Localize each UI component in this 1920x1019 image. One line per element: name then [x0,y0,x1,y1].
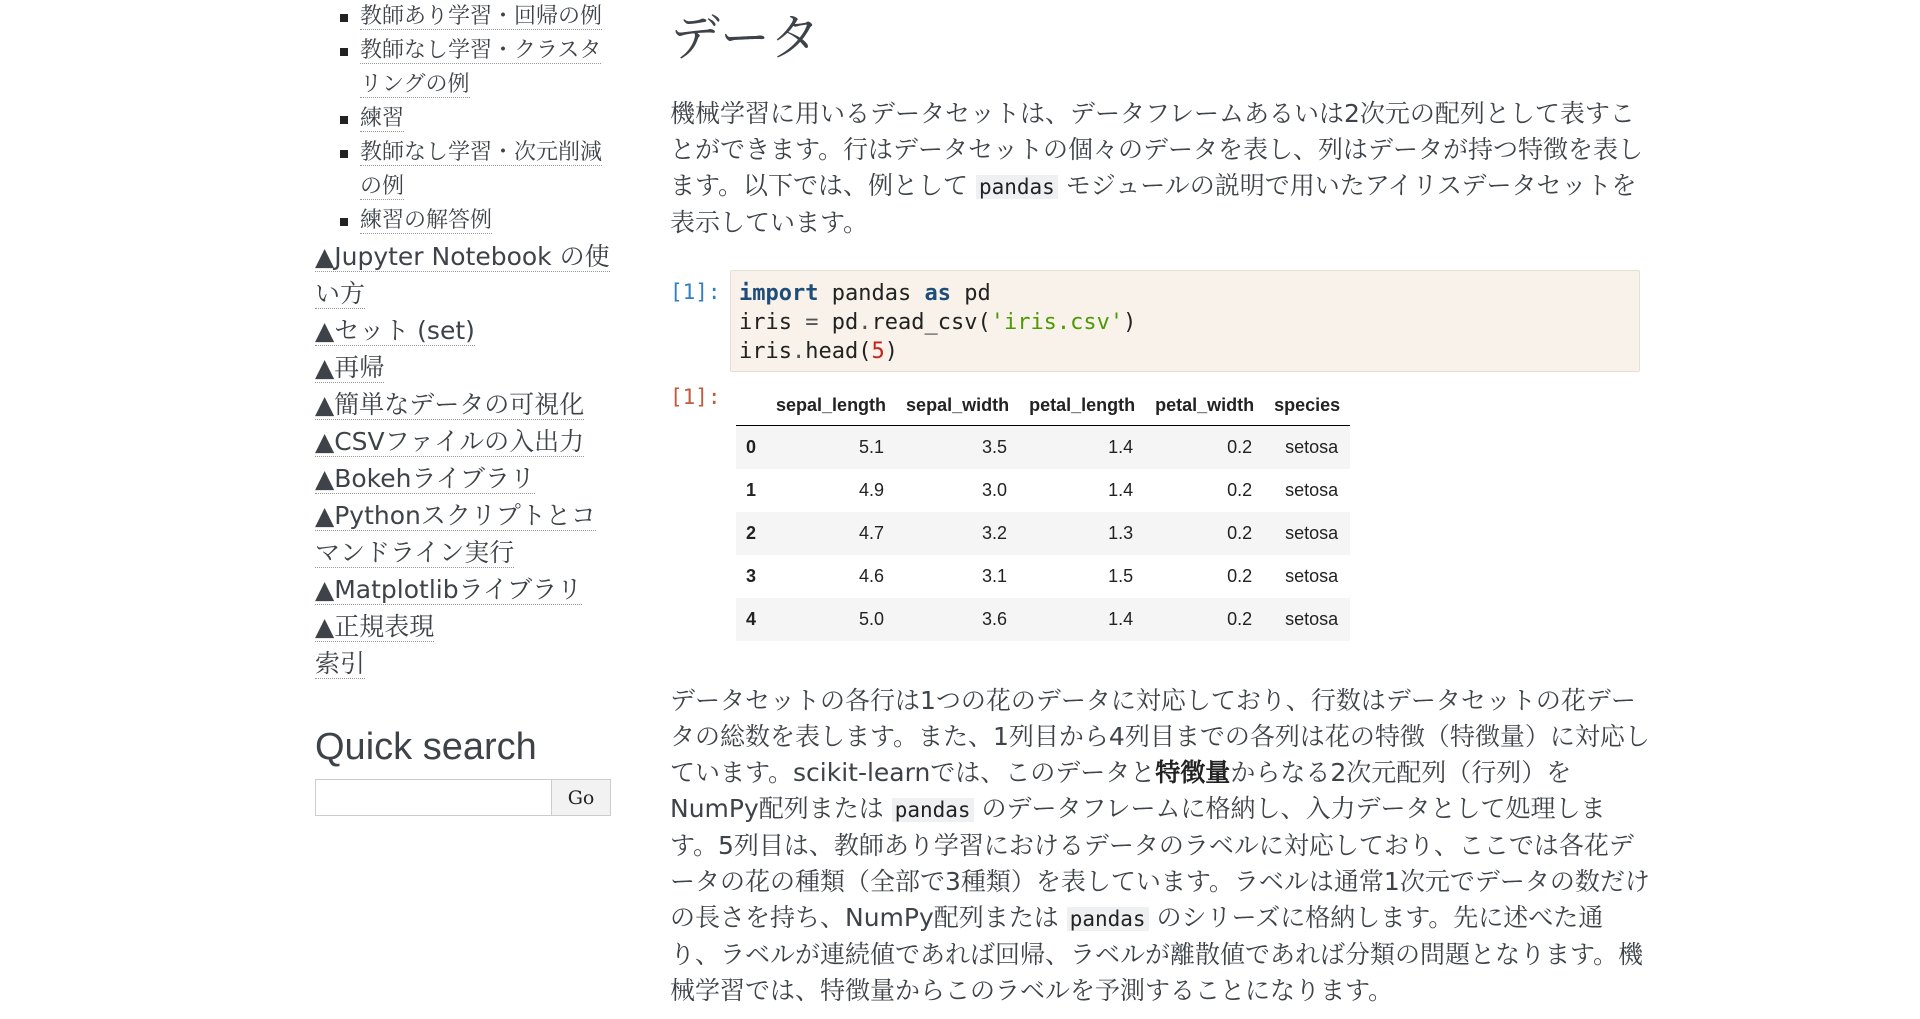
sidebar [315,0,615,816]
table-cell: 3.1 [982,566,1008,586]
table-cell: 1.5 [1108,566,1134,586]
code-string: 'iris.csv' [990,310,1124,335]
table-column-header: species [1264,385,1350,426]
code-input-area[interactable] [730,270,1640,372]
sidebar-sub-item [340,34,615,102]
toc-item [315,349,615,386]
sidebar-link-exercise[interactable]: 練習 [360,106,405,131]
sidebar-link-exercise-answers[interactable]: 練習の解答例 [360,208,493,233]
code-token: pd [818,310,859,335]
explanation-paragraph [670,683,1650,1009]
toc-item [315,386,615,423]
table-cell: 0.2 [1227,437,1253,457]
code-line [739,279,1631,308]
input-cell [670,270,1650,372]
table-cell: 3.2 [982,523,1008,543]
table-cell: 0.2 [1227,609,1253,629]
main-content [670,0,1650,1005]
table-row-index: 4 [746,609,757,629]
table-cell: 1.4 [1108,609,1134,629]
toc-link-regex[interactable]: ▲正規表現 [315,612,435,641]
toc-item [315,238,615,312]
table-cell: 3.5 [982,437,1008,457]
table-cell: 3.0 [982,480,1008,500]
inline-code-pandas: pandas [1067,907,1149,931]
code-operator: = [805,310,819,335]
table-row-index: 2 [746,523,757,543]
toc-link-matplotlib[interactable]: ▲Matplotlibライブラリ [315,575,583,604]
toc-item [315,460,615,497]
table-row-index: 0 [746,437,757,457]
sidebar-sub-item [340,204,615,238]
paragraph-text: モジュールの説明で用いたアイリスデータセットを表示しています。 [670,171,1637,237]
toc-link-csv[interactable]: ▲CSVファイルの入出力 [315,427,585,456]
table-row [736,598,1350,641]
table-cell: setosa [1285,480,1339,500]
toc-item [315,497,615,571]
table-column-header: sepal_width [896,385,1019,426]
code-line [739,308,1631,337]
table-cell: setosa [1285,523,1339,543]
table-cell: 5.0 [859,609,885,629]
toc-item [315,312,615,349]
code-token: pandas [818,281,925,306]
table-row-index: 1 [746,480,757,500]
sidebar-sub-list [315,0,615,238]
toc-link-set[interactable]: ▲セット (set) [315,316,475,345]
code-token: iris [739,310,806,335]
inline-code-pandas: pandas [976,175,1058,199]
table-header-row [736,385,1350,426]
code-operator: . [858,310,872,335]
sidebar-sub-item [340,102,615,136]
page-title: データ [670,9,820,67]
code-keyword: as [924,281,951,306]
toc-link-jupyter-notebook[interactable]: ▲Jupyter Notebook の使い方 [315,242,610,308]
code-token: head( [805,339,872,364]
table-row [736,512,1350,555]
code-token: ) [884,339,898,364]
code-token: read_csv( [871,310,991,335]
table-cell: 0.2 [1227,566,1253,586]
code-token: pd [950,281,991,306]
table-cell: 4.7 [859,523,885,543]
code-operator: . [791,339,806,364]
table-cell: 0.2 [1227,480,1253,500]
toc-item [315,423,615,460]
code-line [739,337,1631,366]
intro-paragraph [670,96,1650,241]
sidebar-link-unsupervised-dimreduction[interactable]: 教師なし学習・次元削減の例 [360,140,603,199]
table-cell: setosa [1285,609,1339,629]
sidebar-link-supervised-regression[interactable]: 教師あり学習・回帰の例 [360,4,603,29]
quick-search-title: Quick search [315,726,537,768]
toc-link-visualization[interactable]: ▲簡単なデータの可視化 [315,390,585,419]
output-prompt: [1]: [670,385,721,409]
table-column-header: petal_length [1019,385,1145,426]
table-row-index: 3 [746,566,757,586]
toc-item [315,645,615,682]
quick-search-form [315,779,611,816]
sidebar-sub-item [340,0,615,34]
search-input[interactable] [315,779,551,816]
table-row [736,469,1350,512]
toc-link-python-scripts[interactable]: ▲Pythonスクリプトとコマンドライン実行 [315,501,596,567]
code-token: ) [1123,310,1137,335]
table-cell: 4.9 [859,480,885,500]
paragraph-text: のデータフレームに格納し、入力データとして処理します。5列目は、教師あり学習におけるデータのラベルに対応しており、ここでは各花データの花の種類（全部で3種類）を表しています。ラベルは通常1次元でデータの数だけの長さを持ち、NumPy配列または [670,794,1650,932]
table-cell: setosa [1285,437,1339,457]
search-go-button[interactable]: Go [551,779,611,816]
paragraph-text: のシリーズに格納します。先に述べた通り、ラベルが連続値であれば回帰、ラベルが離散値であれば分類の問題となります。機械学習では、特徴量からこのラベルを予測することになります。 [670,903,1644,1005]
toc-item [315,571,615,608]
table-cell: 0.2 [1227,523,1253,543]
paragraph-text: データセットの各行は1つの花のデータに対応しており、行数はデータセットの花データの総数を表します。また、1列目から4列目までの各列は花の特徴（特徴量）に対応しています。scikit-learnでは、このデータと [670,686,1650,787]
code-keyword: import [739,281,819,306]
table-cell: 5.1 [859,437,885,457]
toc-link-recursion[interactable]: ▲再帰 [315,353,385,382]
paragraph-text: 機械学習に用いるデータセットは、データフレームあるいは2次元の配列として表すことができます。行はデータセットの個々のデータを表し、列はデータが持つ特徴を表します。以下では、例として [670,99,1644,200]
table-column-header: sepal_length [766,385,896,426]
table-cell: 1.4 [1108,480,1134,500]
sidebar-sub-item [340,136,615,204]
table-cell: 4.6 [859,566,885,586]
input-prompt: [1]: [670,280,721,304]
paragraph-text: からなる2次元配列（行列）をNumPy配列または [670,758,1572,823]
table-cell: 1.3 [1108,523,1134,543]
toc-link-index[interactable]: 索引 [315,649,366,678]
dataframe-table [736,385,1350,641]
toc-link-bokeh[interactable]: ▲Bokehライブラリ [315,464,535,493]
table-index-header [736,385,766,426]
table-cell: 3.6 [982,609,1008,629]
table-row [736,426,1350,470]
table-row [736,555,1350,598]
sidebar-link-unsupervised-clustering[interactable]: 教師なし学習・クラスタリングの例 [360,38,602,97]
bold-term: 特徴量 [1155,758,1231,787]
code-token: iris [739,339,792,364]
output-cell [670,385,1650,645]
table-cell: setosa [1285,566,1339,586]
table-cell: 1.4 [1108,437,1134,457]
inline-code-pandas: pandas [892,798,974,822]
code-number: 5 [871,339,885,364]
table-column-header: petal_width [1145,385,1264,426]
toc-item [315,608,615,645]
